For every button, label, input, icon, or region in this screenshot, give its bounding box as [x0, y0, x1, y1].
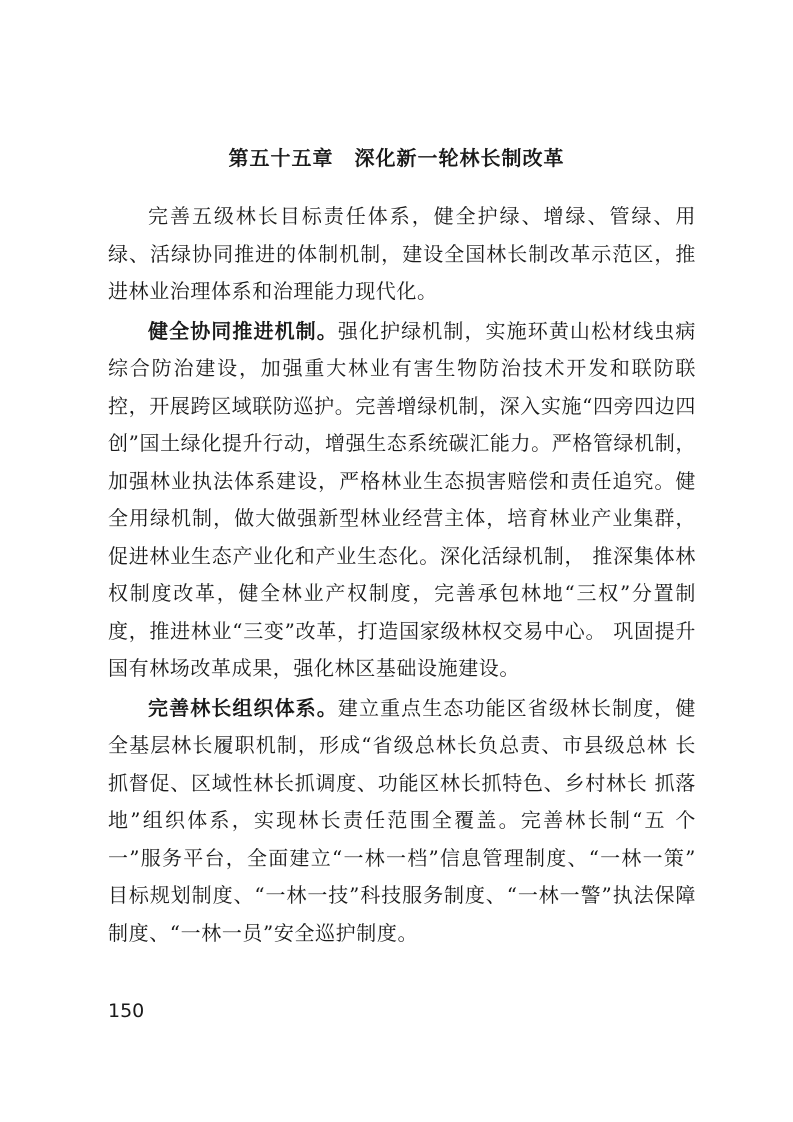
paragraph-lead: 完善林长组织体系。	[148, 695, 338, 720]
paragraph-text: 完善五级林长目标责任体系，健全护绿、增绿、管绿、用绿、活绿协同推进的体制机制，建设全国林长制改革示范区，推进林业治理体系和治理能力现代化。	[108, 204, 696, 303]
chapter-title: 第五十五章 深化新一轮林长制改革	[228, 146, 565, 170]
paragraph-text: 建立重点生态功能区省级林长制度，健全基层林长履职机制，形成“省级总林长负总责、市县级总林 长抓督促、区域性林长抓调度、功能区林长抓特色、乡村林长 抓落地”组织体系，实现林长责任范围全覆盖。完善林长制“五 个一”服务平台，全面建立“一林一档”信息管理制度、“一林一策” 目标规划制度、“一林一技”科技服务制度、“一林一警”执法保障 制度、“一林一员”安全巡护制度。	[108, 695, 697, 945]
body-text	[108, 198, 696, 954]
paragraph-lead: 健全协同推进机制。	[148, 318, 338, 343]
organization-system-paragraph	[108, 690, 696, 953]
paragraph-text: 强化护绿机制，实施环黄山松材线虫病综合防治建设，加强重大林业有害生物防治技术开发和联防联控，开展跨区域联防巡护。完善增绿机制，深入实施“四旁四边四创”国土绿化提升行动，增强生态系统碳汇能力。严格管绿机制，加强林业执法体系建设，严格林业生态损害赔偿和责任追究。健全用绿机制，做大做强新型林业经营主体，培育林业产业集群，促进林业生态产业化和产业生态化。深化活绿机制， 推深集体林权制度改革，健全林业产权制度，完善承包林地“三权”分置制度，推进林业“三变”改革，打造国家级林权交易中心。 巩固提升国有林场改革成果，强化林区基础设施建设。	[108, 318, 697, 680]
coordination-mechanism-paragraph	[108, 313, 696, 688]
page-number: 150	[108, 1000, 145, 1022]
intro-paragraph	[108, 198, 696, 311]
